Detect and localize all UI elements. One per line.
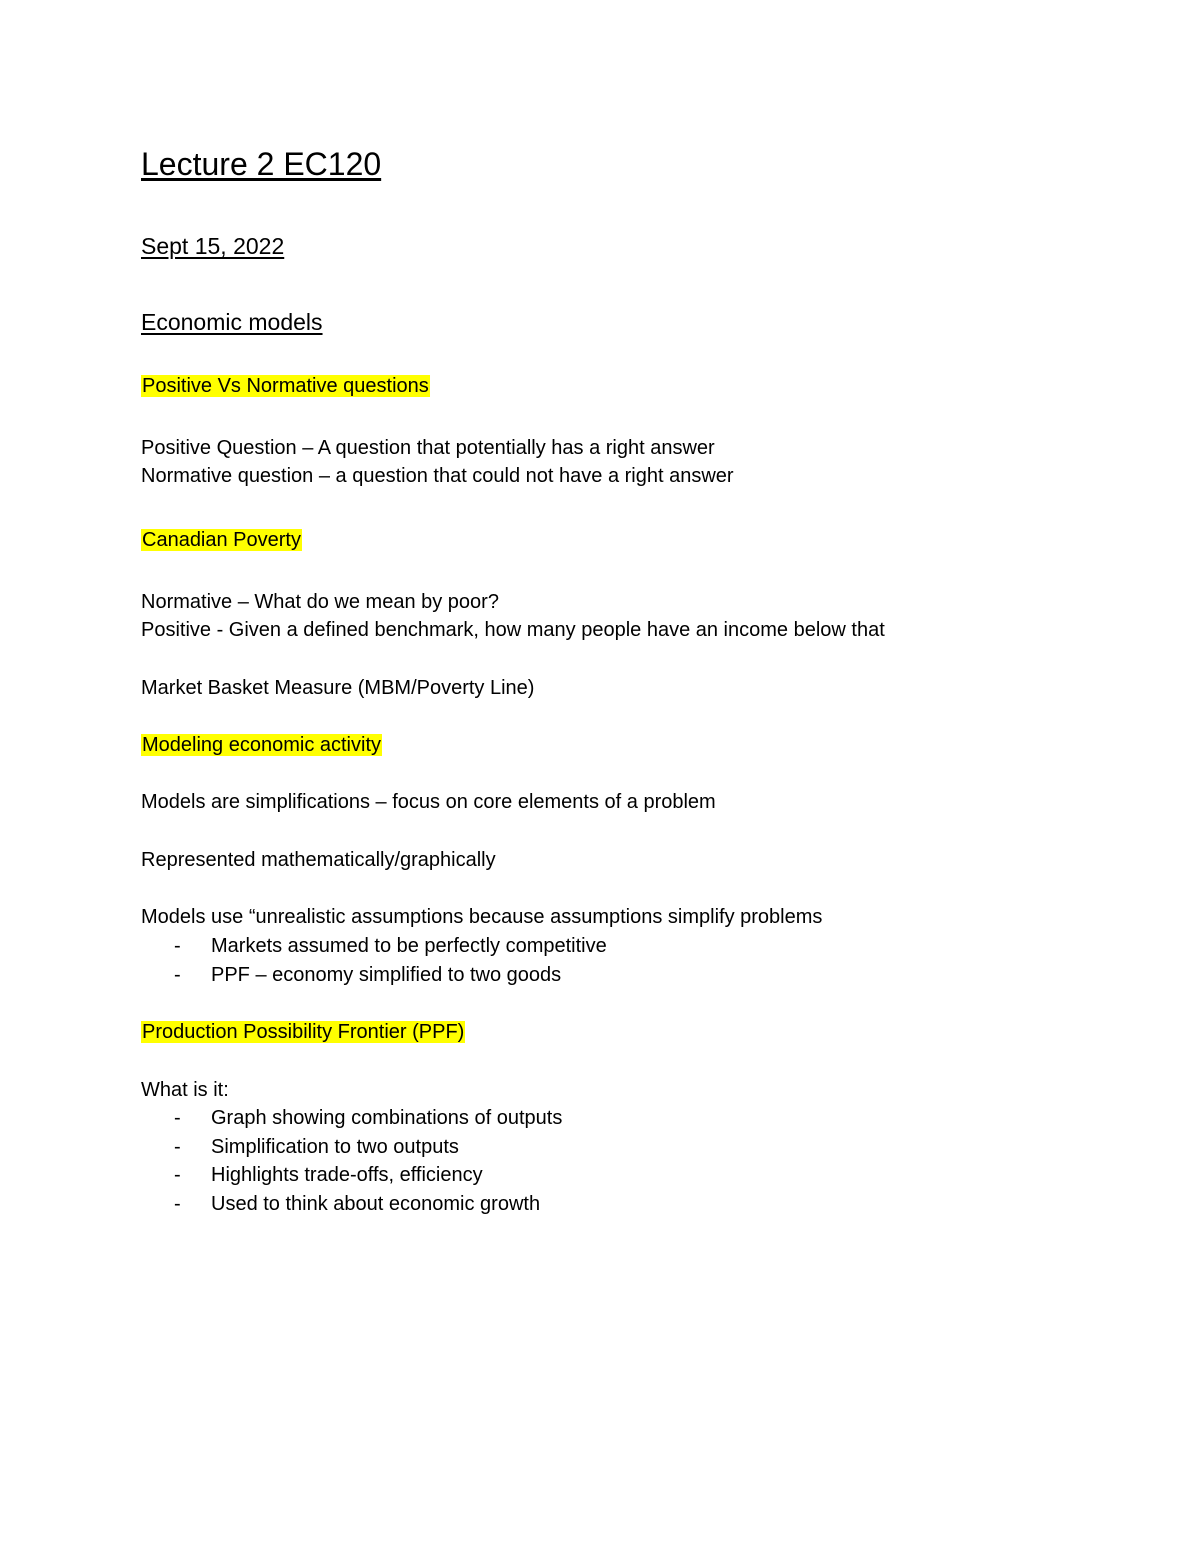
highlighted-heading: Modeling economic activity: [142, 734, 381, 756]
section-title: Economic models: [141, 309, 323, 335]
text-line: Positive Question – A question that potentially has a right answer: [141, 437, 715, 459]
list-item: Used to think about economic growth: [211, 1193, 541, 1215]
text-line: Represented mathematically/graphically: [141, 849, 496, 871]
text-line: What is it:: [141, 1079, 229, 1101]
heading-ppf: [141, 1020, 465, 1044]
heading-positive-vs-normative: [141, 374, 430, 398]
text-line: Market Basket Measure (MBM/Poverty Line): [141, 677, 535, 699]
list-item: PPF – economy simplified to two goods: [211, 964, 562, 986]
highlighted-heading: Canadian Poverty: [142, 529, 301, 551]
text-line: Positive - Given a defined benchmark, how many people have an income below that: [141, 619, 885, 641]
bullet-marker: -: [174, 1136, 181, 1158]
bullet-marker: -: [174, 1107, 181, 1129]
bullet-marker: -: [174, 1193, 181, 1215]
bullet-marker: -: [174, 964, 181, 986]
highlighted-heading: Production Possibility Frontier (PPF): [142, 1021, 465, 1043]
heading-canadian-poverty: [141, 528, 302, 552]
text-line: Normative question – a question that could not have a right answer: [141, 465, 734, 487]
text-line: Normative – What do we mean by poor?: [141, 591, 499, 613]
text-line: Models are simplifications – focus on core elements of a problem: [141, 791, 716, 813]
text-line: Models use “unrealistic assumptions because assumptions simplify problems: [141, 906, 823, 928]
page-title: Lecture 2 EC120: [141, 146, 382, 182]
lecture-date: Sept 15, 2022: [141, 233, 285, 259]
list-item: Markets assumed to be perfectly competitive: [211, 935, 607, 957]
bullet-marker: -: [174, 935, 181, 957]
list-item: Simplification to two outputs: [211, 1136, 459, 1158]
heading-modeling: [141, 733, 382, 757]
highlighted-heading: Positive Vs Normative questions: [142, 375, 429, 397]
list-item: Highlights trade-offs, efficiency: [211, 1164, 483, 1186]
list-item: Graph showing combinations of outputs: [211, 1107, 563, 1129]
bullet-marker: -: [174, 1164, 181, 1186]
